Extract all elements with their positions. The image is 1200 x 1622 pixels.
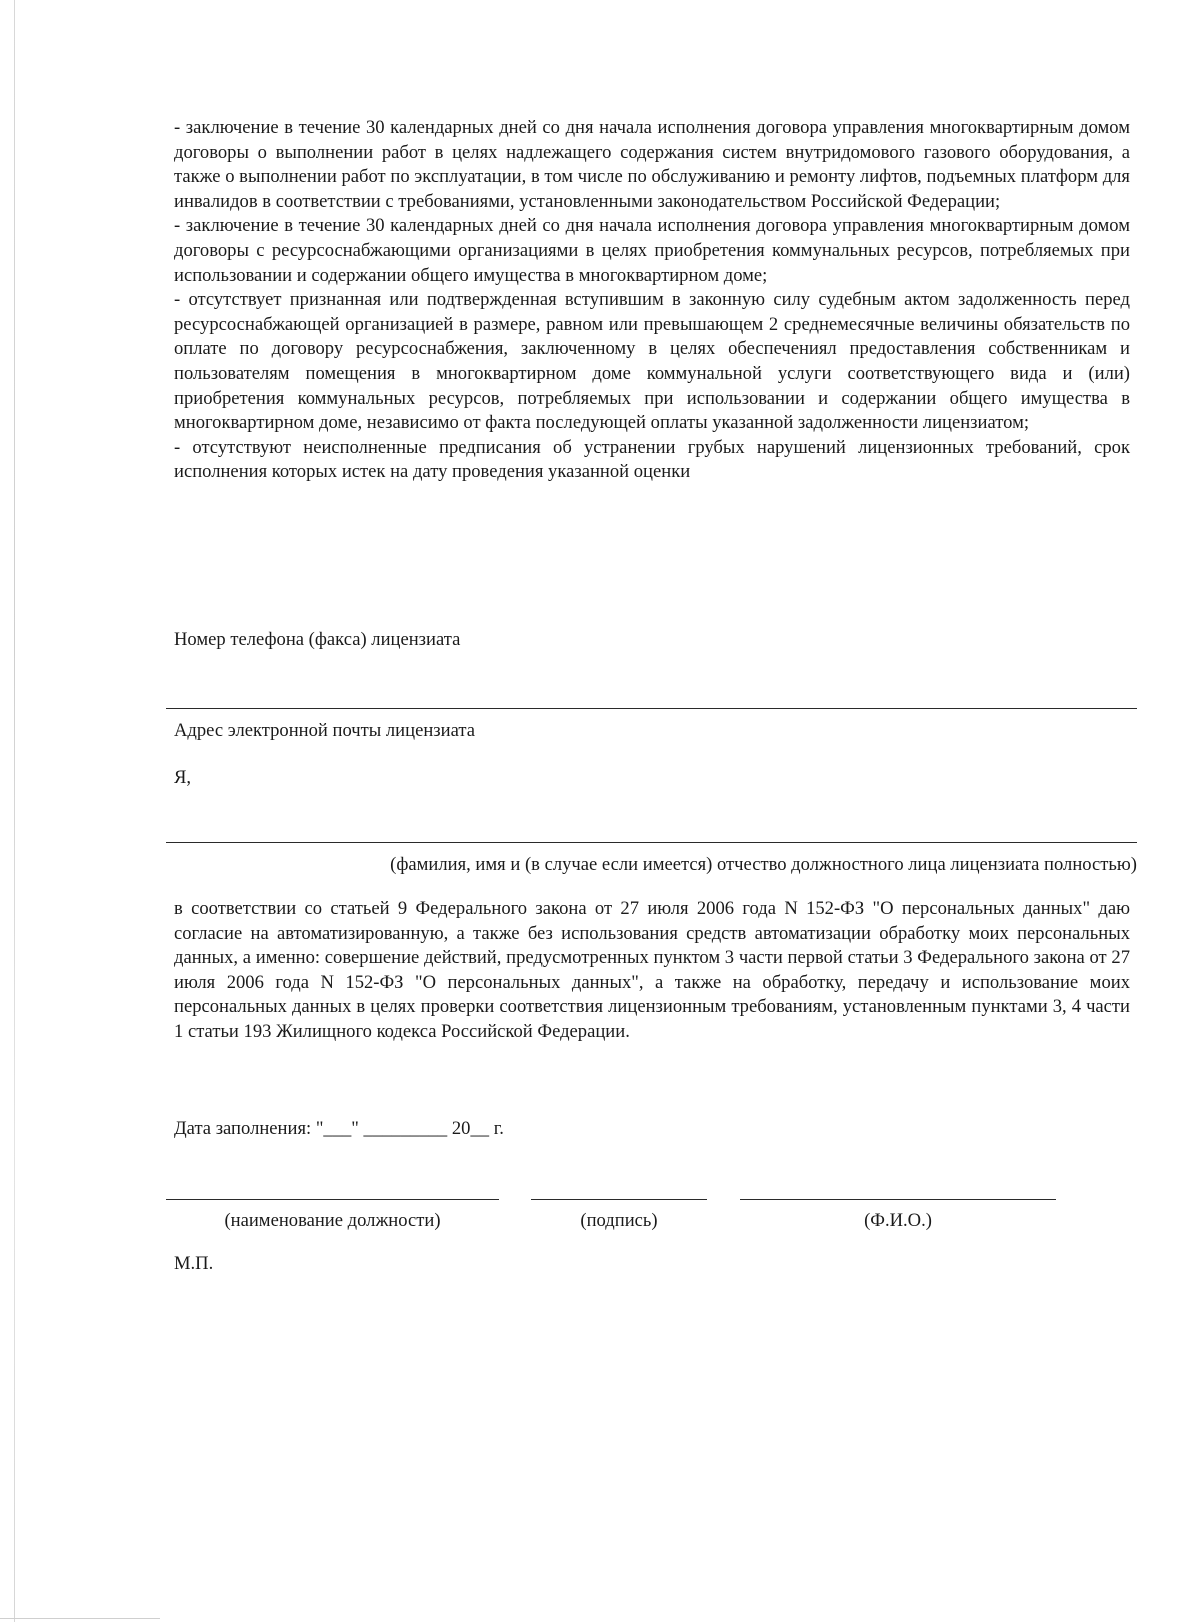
signature-line[interactable]: [531, 1199, 707, 1200]
position-caption: (наименование должности): [224, 1210, 441, 1231]
scan-edge-bottom: [0, 1618, 160, 1619]
scan-edge-left: [14, 0, 15, 1622]
requirement-no-violations: - отсутствуют неисполненные предписания об устранении грубых нарушений лицензионных требований, срок исполнения которых истек на дату проведения указанной оценки: [174, 436, 1130, 483]
phone-entry-line[interactable]: [166, 708, 1137, 709]
declarant-name-line[interactable]: [166, 842, 1137, 843]
fill-date: Дата заполнения: "___" _________ 20__ г.: [174, 1118, 504, 1139]
requirement-gas-elevators: - заключение в течение 30 календарных дней со дня начала исполнения договора управления многоквартирным домом договоры о выполнении работ в целях надлежащего содержания систем внутридомового газового оборудования, а также о выполнении работ по эксплуатации, в том числе по обслуживанию и ремонту лифтов, подъемных платформ для инвалидов в соответствии с требованиями, установленными законодательством Российской Федерации;: [174, 117, 1130, 212]
stamp-label: М.П.: [174, 1253, 214, 1274]
full-name-caption: (Ф.И.О.): [864, 1210, 932, 1231]
declarant-intro: Я,: [174, 767, 192, 788]
requirements-list: [174, 116, 1130, 485]
declarant-name-caption: (фамилия, имя и (в случае если имеется) отчество должностного лица лицензиата полностью): [390, 854, 1137, 875]
consent-paragraph: в соответствии со статьей 9 Федерального закона от 27 июля 2006 года N 152-ФЗ "О персональных данных" даю согласие на автоматизированную, а также без использования средств автоматизации обработку моих персональных данных, а именно: совершение действий, предусмотренных пунктом 3 части первой статьи 3 Федерального закона от 27 июля 2006 года N 152-ФЗ "О персональных данных", а также на обработку, передачу и использование моих персональных данных в целях проверки соответствия лицензионным требованиям, установленным пунктами 3, 4 части 1 статьи 193 Жилищного кодекса Российской Федерации.: [174, 898, 1130, 1042]
signature-caption: (подпись): [580, 1210, 658, 1231]
full-name-signature-line[interactable]: [740, 1199, 1056, 1200]
email-label: Адрес электронной почты лицензиата: [174, 720, 475, 741]
position-signature-line[interactable]: [166, 1199, 499, 1200]
phone-label: Номер телефона (факса) лицензиата: [174, 629, 461, 650]
requirement-resource-contracts: - заключение в течение 30 календарных дней со дня начала исполнения договора управления многоквартирным домом договоры с ресурсоснабжающими организациями в целях приобретения коммунальных ресурсов, потребляемых при использовании и содержании общего имущества в многоквартирном доме;: [174, 215, 1130, 286]
requirement-no-debt: - отсутствует признанная или подтвержденная вступившим в законную силу судебным актом задолженность перед ресурсоснабжающей организацией в размере, равном или превышающем 2 среднемесячные величины обязательств по оплате по договору ресурсоснабжения, заключенному в целях обеспечениял предоставления собственникам и пользователям помещения в многоквартирном доме коммунальной услуги соответствующего вида и (или) приобретения коммунальных ресурсов, потребляемых при использовании и содержании общего имущества в многоквартирном доме, независимо от факта последующей оплаты указанной задолженности лицензиатом;: [174, 289, 1130, 434]
